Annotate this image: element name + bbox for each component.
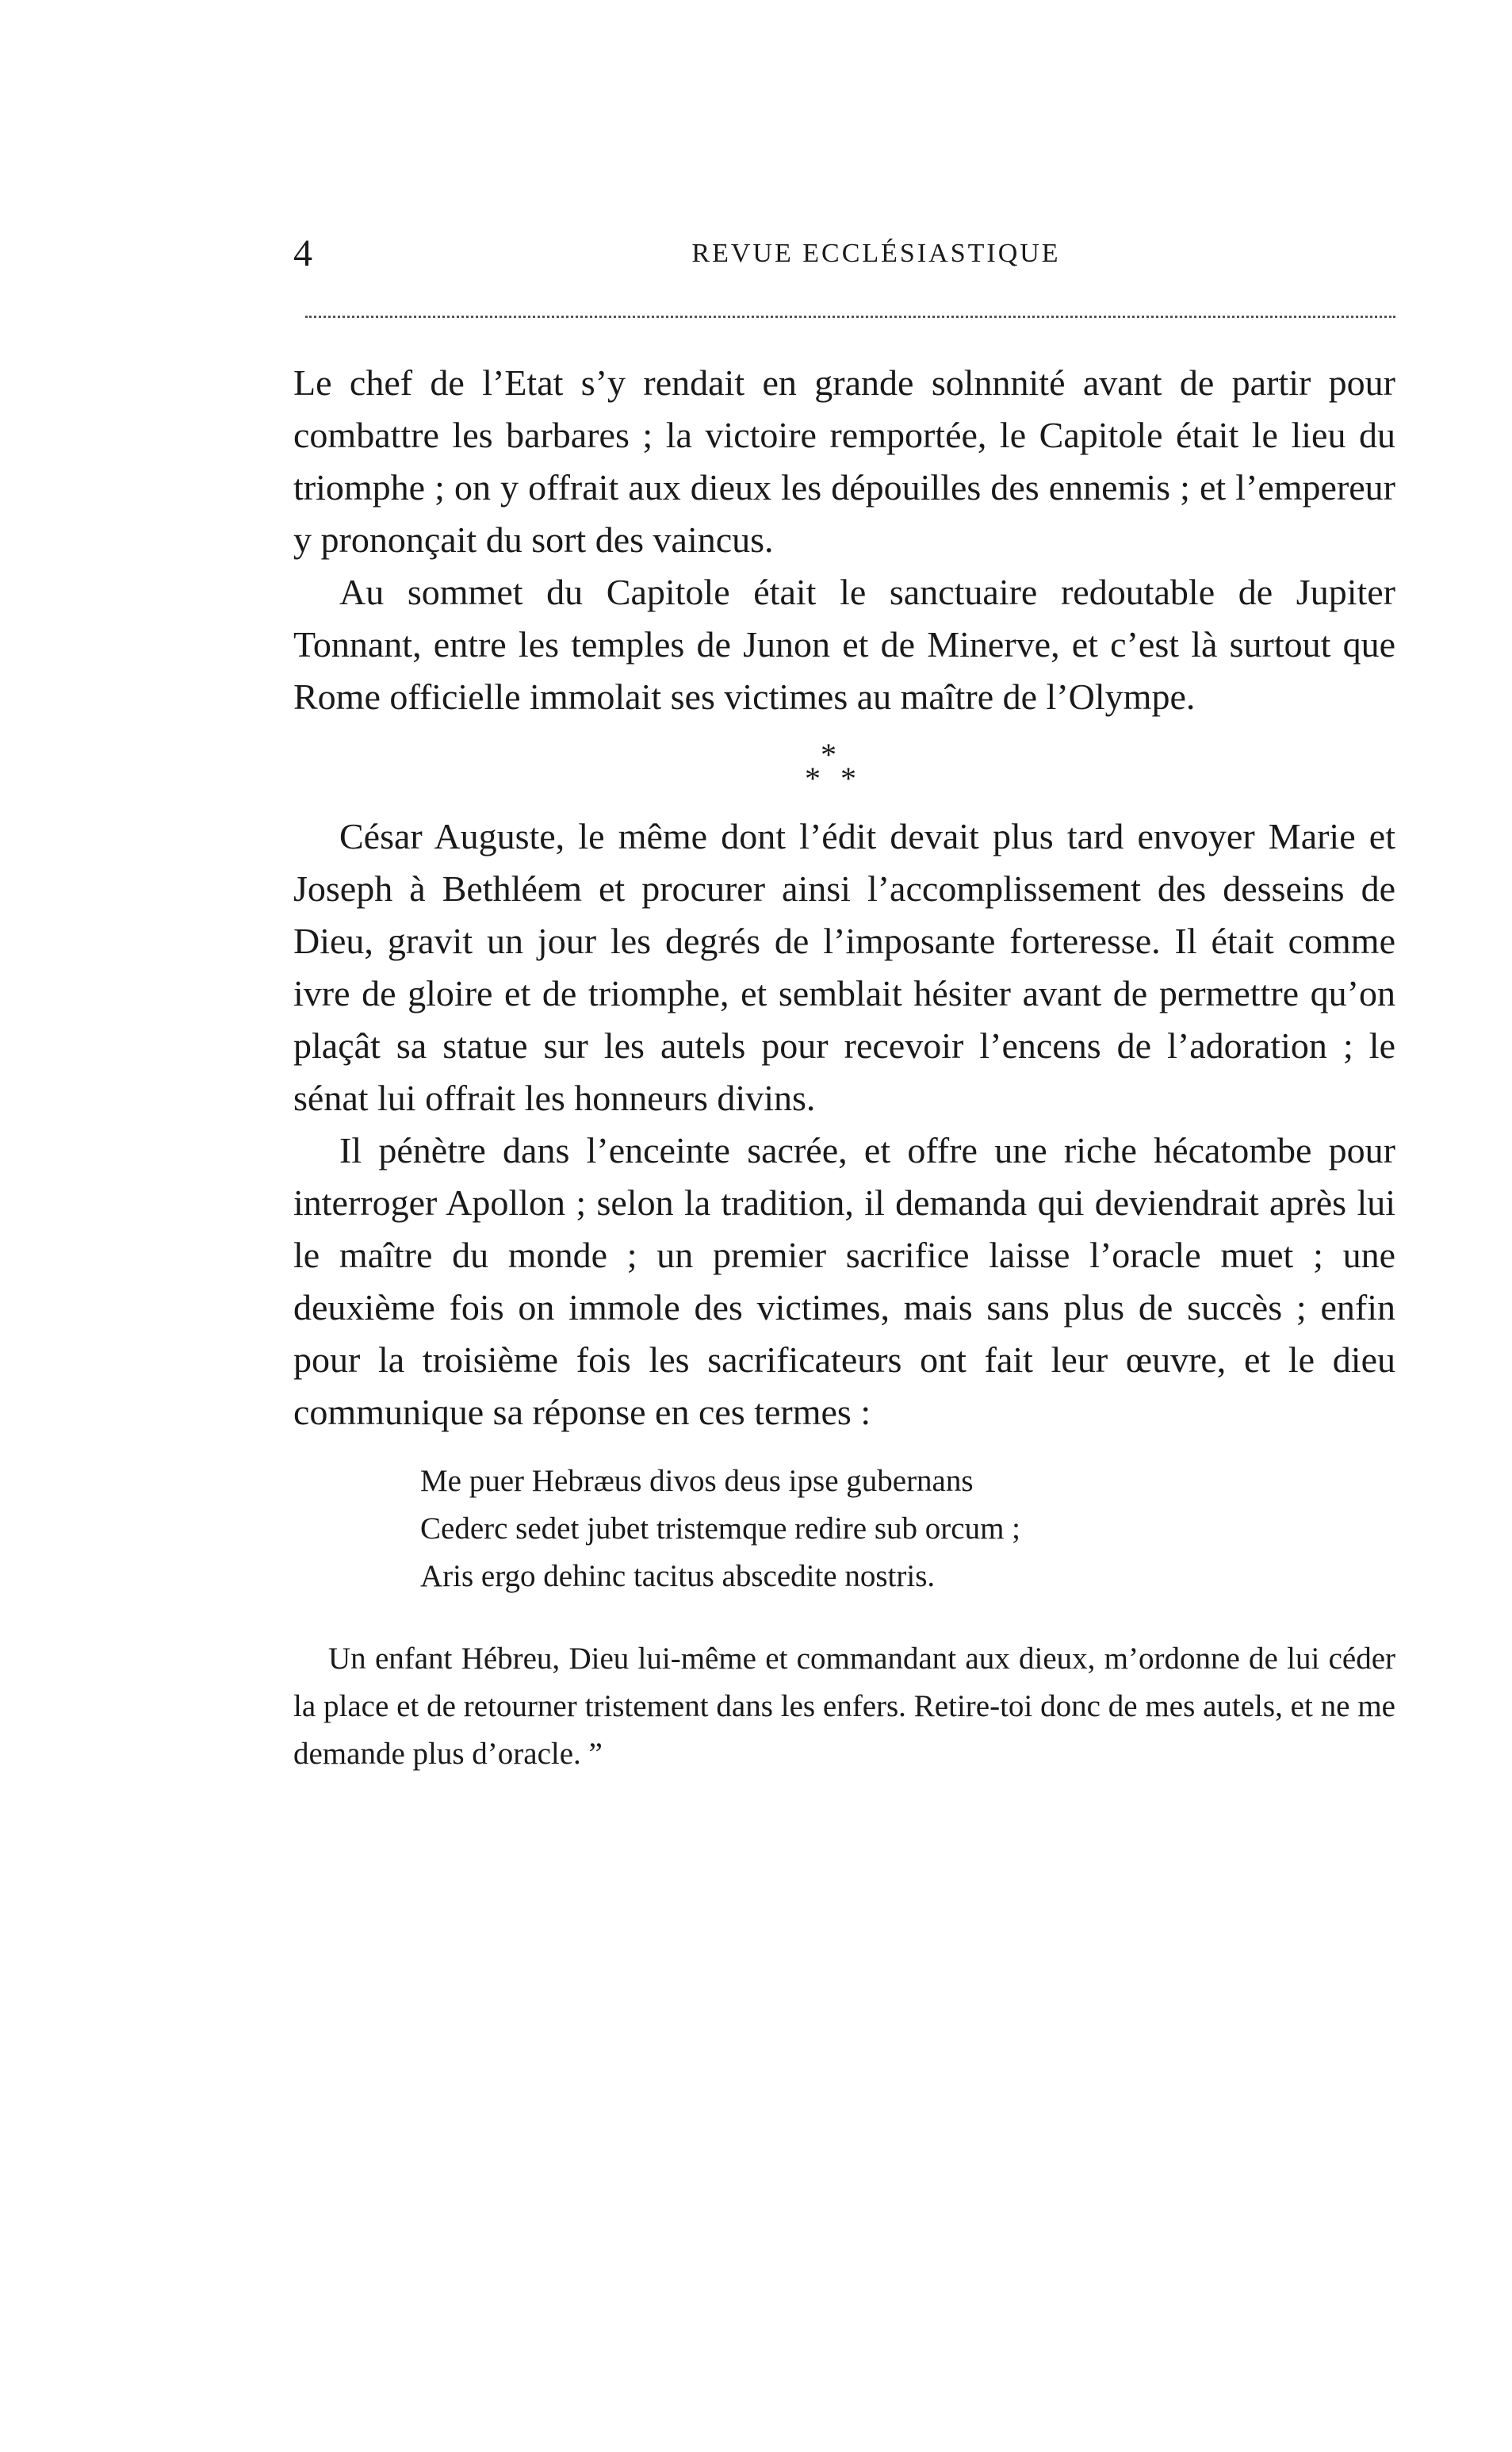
paragraph-1: Le chef de l’Etat s’y rendait en grande solnnnité avant de partir pour combattre les barbares ; la victoire remportée, le Capitole était le lieu du triomphe ; on y offrait aux dieux les dépouilles des ennemis ; et l’empereur y prononçait du sort des vaincus. <box>293 362 1395 560</box>
header-rule <box>305 316 1395 318</box>
asterism-star-left: * <box>805 761 821 796</box>
asterism-star-right: * <box>840 761 856 796</box>
page-number: 4 <box>293 232 312 274</box>
asterism-star-top: * <box>821 737 836 772</box>
page-header <box>293 230 1395 278</box>
paragraph-2: Au sommet du Capitole était le sanctuaire redoutable de Jupiter Tonnant, entre les temples de Junon et de Minerve, et c’est là surtout que Rome officielle immolait ses victimes au maître de l’Olympe. <box>293 572 1395 717</box>
verse-line-1: Me puer Hebræus divos deus ipse gubernans <box>420 1464 974 1498</box>
page-body <box>293 357 1395 1778</box>
verse-translation: Un enfant Hébreu, Dieu lui-même et commandant aux dieux, m’ordonne de lui céder la place et de retourner tristement dans les enfers. Retire-toi donc de mes autels, et ne me demande plus d’oracle. ” <box>293 1642 1395 1771</box>
paragraph-4: Il pénètre dans l’enceinte sacrée, et offre une riche hécatombe pour interroger Apollon ; selon la tradition, il demanda qui deviendrait après lui le maître du monde ; un premier sacrifice laisse l’oracle muet ; une deuxième fois on immole des victimes, mais sans plus de succès ; enfin pour la troisième fois les sacrificateurs ont fait leur œuvre, et le dieu communique sa réponse en ces termes : <box>293 1130 1395 1432</box>
running-title: REVUE ECCLÉSIASTIQUE <box>691 239 1061 268</box>
verse-line-2: Cederc sedet jubet tristemque redire sub orcum ; <box>420 1511 1020 1546</box>
verse-line-3: Aris ergo dehinc tacitus abscedite nostris. <box>420 1559 936 1593</box>
latin-verse <box>420 1458 1395 1600</box>
paragraph-3: César Auguste, le même dont l’édit devait plus tard envoyer Marie et Joseph à Bethléem et procurer ainsi l’accomplissement des desseins de Dieu, gravit un jour les degrés de l’imposante forteresse. Il était comme ivre de gloire et de triomphe, et semblait hésiter avant de permettre qu’on plaçât sa statue sur les autels pour recevoir l’encens de l’adoration ; le sénat lui offrait les honneurs divins. <box>293 816 1395 1118</box>
asterism-separator <box>293 723 1395 810</box>
